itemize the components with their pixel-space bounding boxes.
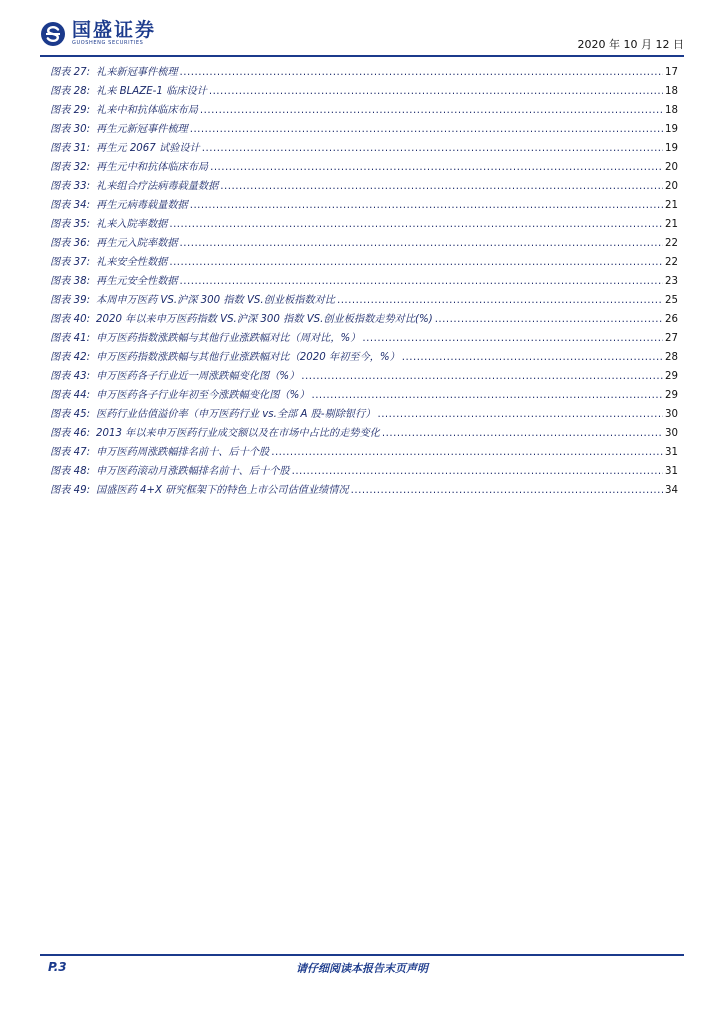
logo-english-name: GUOSHENG SECURITIES	[72, 40, 144, 46]
toc-entry[interactable]	[50, 386, 678, 405]
toc-entry-page: 30	[665, 409, 678, 420]
toc-entry-title: 申万医药各子行业年初至今涨跌幅变化图（%）	[96, 390, 310, 401]
toc-dot-leader	[377, 405, 663, 424]
toc-entry-label: 图表 37:	[50, 257, 91, 268]
toc-entry[interactable]	[50, 234, 678, 253]
toc-entry-page: 31	[665, 466, 678, 477]
toc-entry-title: 礼来组合疗法病毒载量数据	[96, 181, 219, 192]
toc-entry-page: 25	[665, 295, 678, 306]
toc-entry[interactable]	[50, 329, 678, 348]
toc-entry-label: 图表 45:	[50, 409, 91, 420]
toc-entry-title: 再生元新冠事件梳理	[96, 124, 188, 135]
toc-entry-title: 礼来安全性数据	[96, 257, 168, 268]
toc-entry[interactable]	[50, 63, 678, 82]
toc-entry-title: 再生元安全性数据	[96, 276, 178, 287]
toc-entry-label: 图表 34:	[50, 200, 91, 211]
toc-dot-leader	[402, 348, 663, 367]
toc-entry-title: 2020 年以来申万医药指数 VS.沪深 300 指数 VS.创业板指数走势对比(%)	[96, 314, 433, 325]
toc-entry-label: 图表 46:	[50, 428, 91, 439]
toc-entry-label: 图表 38:	[50, 276, 91, 287]
toc-entry-title: 2013 年以来申万医药行业成交额以及在市场中占比的走势变化	[96, 428, 380, 439]
toc-entry-label: 图表 32:	[50, 162, 91, 173]
toc-entry-page: 30	[665, 428, 678, 439]
toc-entry-title: 礼来入院率数据	[96, 219, 168, 230]
toc-entry-title: 礼来中和抗体临床布局	[96, 105, 198, 116]
toc-dot-leader	[210, 158, 663, 177]
toc-entry-title: 再生元中和抗体临床布局	[96, 162, 209, 173]
toc-entry-page: 28	[665, 352, 678, 363]
toc-entry[interactable]	[50, 120, 678, 139]
toc-entry[interactable]	[50, 291, 678, 310]
toc-entry[interactable]	[50, 481, 678, 500]
toc-entry-label: 图表 27:	[50, 67, 91, 78]
toc-dot-leader	[169, 253, 663, 272]
toc-dot-leader	[292, 462, 663, 481]
toc-entry[interactable]	[50, 462, 678, 481]
toc-entry-page: 20	[665, 181, 678, 192]
toc-entry-title: 礼来新冠事件梳理	[96, 67, 178, 78]
toc-entry[interactable]	[50, 348, 678, 367]
toc-entry[interactable]	[50, 443, 678, 462]
logo-chinese-name: 国盛证券	[72, 19, 157, 41]
toc-entry-page: 31	[665, 447, 678, 458]
toc-entry[interactable]	[50, 82, 678, 101]
toc-entry-title: 申万医药指数涨跌幅与其他行业涨跌幅对比（2020 年初至今，%）	[96, 352, 400, 363]
toc-dot-leader	[180, 234, 664, 253]
toc-entry[interactable]	[50, 310, 678, 329]
toc-entry-label: 图表 43:	[50, 371, 91, 382]
toc-entry-title: 再生元病毒载量数据	[96, 200, 188, 211]
toc-dot-leader	[169, 215, 663, 234]
toc-entry[interactable]	[50, 272, 678, 291]
toc-entry-label: 图表 41:	[50, 333, 91, 344]
toc-dot-leader	[209, 82, 663, 101]
toc-entry-page: 22	[665, 257, 678, 268]
toc-entry-title: 再生元入院率数据	[96, 238, 178, 249]
page-header	[0, 0, 724, 60]
toc-entry-label: 图表 29:	[50, 105, 91, 116]
toc-entry-label: 图表 39:	[50, 295, 91, 306]
toc-entry-label: 图表 36:	[50, 238, 91, 249]
toc-dot-leader	[220, 177, 663, 196]
toc-dot-leader	[382, 424, 663, 443]
toc-entry-label: 图表 33:	[50, 181, 91, 192]
toc-entry-page: 27	[665, 333, 678, 344]
toc-dot-leader	[200, 101, 663, 120]
toc-entry-page: 18	[665, 86, 678, 97]
toc-entry[interactable]	[50, 158, 678, 177]
toc-entry[interactable]	[50, 139, 678, 158]
toc-entry-page: 29	[665, 371, 678, 382]
logo-emblem-icon	[40, 21, 66, 47]
toc-entry-title: 礼来 BLAZE-1 临床设计	[96, 86, 207, 97]
toc-dot-leader	[271, 443, 663, 462]
toc-entry[interactable]	[50, 196, 678, 215]
toc-entry-label: 图表 42:	[50, 352, 91, 363]
toc-entry-title: 再生元 2067 试验设计	[96, 143, 200, 154]
toc-entry-label: 图表 28:	[50, 86, 91, 97]
disclaimer-note: 请仔细阅读本报告末页声明	[296, 962, 428, 975]
toc-entry-page: 22	[665, 238, 678, 249]
toc-entry-title: 申万医药指数涨跌幅与其他行业涨跌幅对比（周对比，%）	[96, 333, 361, 344]
toc-dot-leader	[351, 481, 663, 500]
toc-entry[interactable]	[50, 405, 678, 424]
toc-entry-page: 21	[665, 200, 678, 211]
toc-entry-label: 图表 44:	[50, 390, 91, 401]
toc-entry-label: 图表 40:	[50, 314, 91, 325]
report-date: 2020 年 10 月 12 日	[577, 38, 684, 51]
toc-entry-page: 18	[665, 105, 678, 116]
figure-list	[50, 63, 678, 500]
toc-entry[interactable]	[50, 101, 678, 120]
toc-entry-page: 34	[665, 485, 678, 496]
toc-dot-leader	[202, 139, 663, 158]
toc-dot-leader	[311, 386, 663, 405]
footer-divider	[40, 954, 684, 956]
toc-entry[interactable]	[50, 215, 678, 234]
toc-entry-title: 国盛医药 4+X 研究框架下的特色上市公司估值业绩情况	[96, 485, 349, 496]
toc-entry-page: 17	[665, 67, 678, 78]
toc-entry-label: 图表 30:	[50, 124, 91, 135]
toc-entry-label: 图表 48:	[50, 466, 91, 477]
toc-entry-title: 医药行业估值溢价率（申万医药行业 vs.全部 A 股-剔除银行）	[96, 409, 376, 420]
toc-entry-label: 图表 35:	[50, 219, 91, 230]
toc-entry[interactable]	[50, 367, 678, 386]
toc-entry-page: 26	[665, 314, 678, 325]
toc-entry-page: 29	[665, 390, 678, 401]
toc-dot-leader	[180, 272, 664, 291]
toc-dot-leader	[190, 120, 663, 139]
toc-entry-title: 申万医药各子行业近一周涨跌幅变化图（%）	[96, 371, 300, 382]
toc-entry-page: 19	[665, 143, 678, 154]
toc-entry-label: 图表 47:	[50, 447, 91, 458]
toc-dot-leader	[435, 310, 663, 329]
toc-entry[interactable]	[50, 177, 678, 196]
toc-entry-page: 19	[665, 124, 678, 135]
toc-entry-page: 20	[665, 162, 678, 173]
toc-entry-title: 申万医药滚动月涨跌幅排名前十、后十个股	[96, 466, 290, 477]
toc-entry-label: 图表 31:	[50, 143, 91, 154]
toc-dot-leader	[362, 329, 663, 348]
toc-entry-title: 本周申万医药 VS.沪深 300 指数 VS.创业板指数对比	[96, 295, 335, 306]
toc-dot-leader	[180, 63, 664, 82]
toc-entry-label: 图表 49:	[50, 485, 91, 496]
toc-entry-title: 申万医药周涨跌幅排名前十、后十个股	[96, 447, 270, 458]
toc-entry[interactable]	[50, 253, 678, 272]
header-divider	[40, 55, 684, 57]
toc-dot-leader	[190, 196, 663, 215]
toc-entry[interactable]	[50, 424, 678, 443]
toc-dot-leader	[337, 291, 663, 310]
toc-entry-page: 21	[665, 219, 678, 230]
page-number: P.3	[48, 960, 67, 974]
company-logo	[40, 20, 156, 47]
toc-dot-leader	[301, 367, 663, 386]
toc-entry-page: 23	[665, 276, 678, 287]
